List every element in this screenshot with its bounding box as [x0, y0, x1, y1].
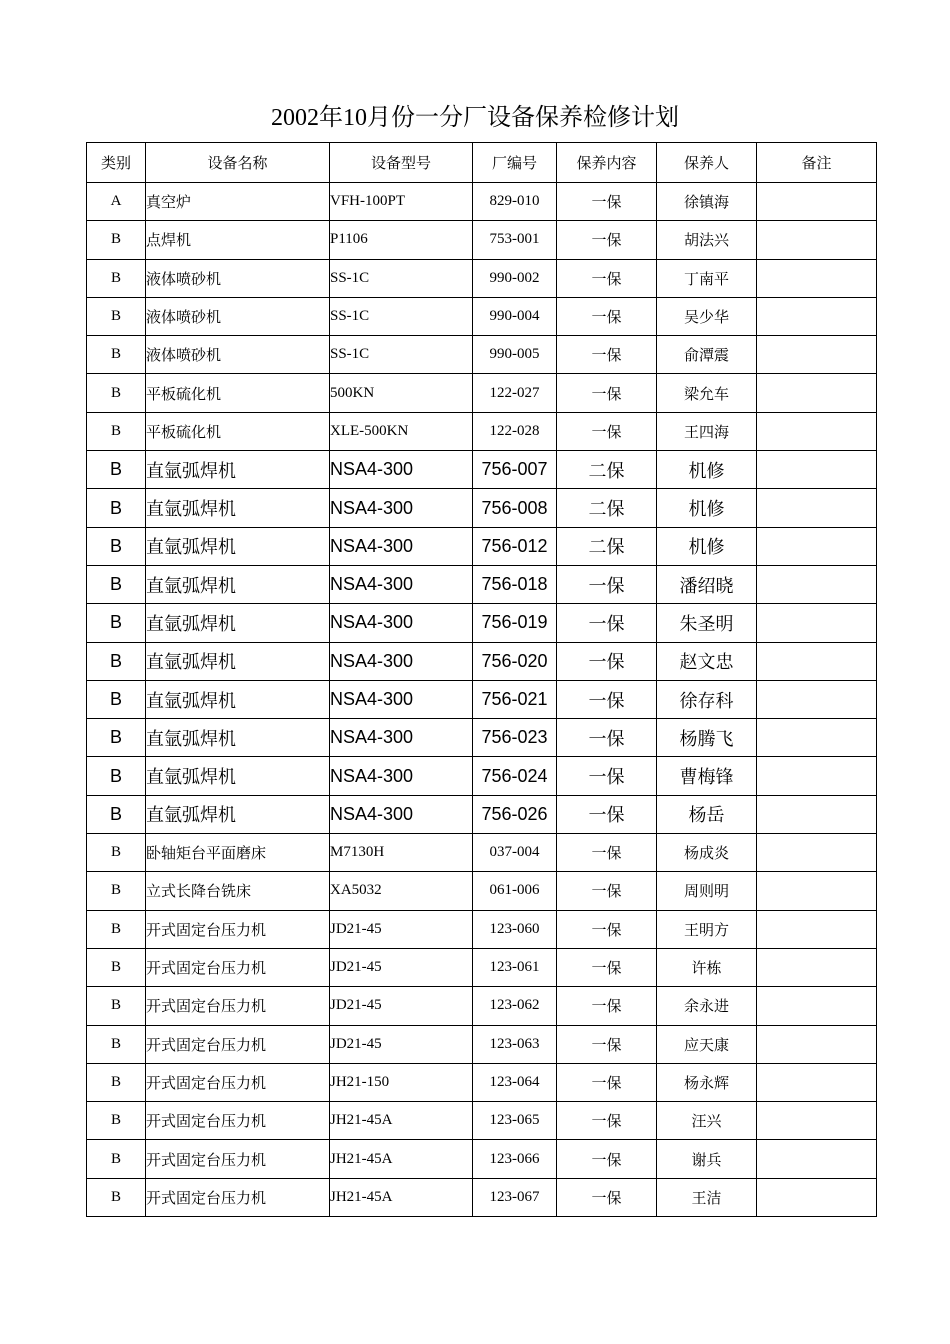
table-row: [87, 719, 877, 757]
maintenance-content-cell: 一保: [557, 757, 657, 795]
remark-cell: [757, 1063, 877, 1101]
equipment-model-cell: JD21-45: [330, 1025, 473, 1063]
table-row: [87, 412, 877, 450]
page-title: 2002年10月份一分厂设备保养检修计划: [271, 105, 679, 131]
equipment-model-cell: NSA4-300: [330, 795, 473, 833]
table-row: [87, 795, 877, 833]
category-cell: B: [87, 374, 146, 412]
equipment-model-cell: NSA4-300: [330, 642, 473, 680]
maintenance-content-cell: 一保: [557, 604, 657, 642]
category-cell: B: [87, 259, 146, 297]
maintenance-content-cell: 一保: [557, 259, 657, 297]
remark-cell: [757, 987, 877, 1025]
equipment-name-cell: 平板硫化机: [146, 412, 330, 450]
factory-number-cell: 756-007: [473, 451, 557, 489]
maintainer-cell: 丁南平: [657, 259, 757, 297]
factory-number-cell: 756-024: [473, 757, 557, 795]
equipment-name-cell: 开式固定台压力机: [146, 1102, 330, 1140]
equipment-model-cell: JH21-45A: [330, 1140, 473, 1178]
factory-number-cell: 123-066: [473, 1140, 557, 1178]
category-cell: A: [87, 183, 146, 221]
remark-cell: [757, 757, 877, 795]
equipment-model-cell: XA5032: [330, 872, 473, 910]
table-row: [87, 604, 877, 642]
equipment-name-cell: 液体喷砂机: [146, 259, 330, 297]
equipment-model-cell: P1106: [330, 221, 473, 259]
table-row: [87, 757, 877, 795]
factory-number-cell: 037-004: [473, 834, 557, 872]
maintainer-cell: 杨成炎: [657, 834, 757, 872]
category-cell: B: [87, 795, 146, 833]
maintainer-cell: 徐存科: [657, 680, 757, 718]
table-row: [87, 297, 877, 335]
category-cell: B: [87, 336, 146, 374]
equipment-name-cell: 开式固定台压力机: [146, 910, 330, 948]
category-cell: B: [87, 910, 146, 948]
maintainer-cell: 朱圣明: [657, 604, 757, 642]
remark-cell: [757, 1102, 877, 1140]
equipment-model-cell: SS-1C: [330, 336, 473, 374]
equipment-model-cell: SS-1C: [330, 297, 473, 335]
maintenance-content-cell: 一保: [557, 183, 657, 221]
factory-number-cell: 123-062: [473, 987, 557, 1025]
equipment-name-cell: 直氩弧焊机: [146, 680, 330, 718]
category-cell: B: [87, 1140, 146, 1178]
maintenance-content-cell: 一保: [557, 1178, 657, 1216]
maintainer-cell: 谢兵: [657, 1140, 757, 1178]
remark-cell: [757, 527, 877, 565]
equipment-model-cell: NSA4-300: [330, 604, 473, 642]
factory-number-cell: 123-063: [473, 1025, 557, 1063]
maintainer-cell: 潘绍晓: [657, 565, 757, 603]
remark-cell: [757, 259, 877, 297]
category-cell: B: [87, 987, 146, 1025]
header-equipment-model: 设备型号: [330, 143, 473, 183]
equipment-name-cell: 真空炉: [146, 183, 330, 221]
table-row: [87, 1102, 877, 1140]
remark-cell: [757, 872, 877, 910]
category-cell: B: [87, 565, 146, 603]
equipment-model-cell: NSA4-300: [330, 757, 473, 795]
maintenance-content-cell: 一保: [557, 221, 657, 259]
equipment-name-cell: 直氩弧焊机: [146, 451, 330, 489]
maintainer-cell: 俞潭震: [657, 336, 757, 374]
maintenance-content-cell: 一保: [557, 872, 657, 910]
maintainer-cell: 杨岳: [657, 795, 757, 833]
remark-cell: [757, 948, 877, 986]
maintenance-content-cell: 一保: [557, 795, 657, 833]
category-cell: B: [87, 527, 146, 565]
table-row: [87, 680, 877, 718]
maintainer-cell: 许栋: [657, 948, 757, 986]
category-cell: B: [87, 719, 146, 757]
factory-number-cell: 123-067: [473, 1178, 557, 1216]
factory-number-cell: 756-008: [473, 489, 557, 527]
category-cell: B: [87, 1178, 146, 1216]
remark-cell: [757, 451, 877, 489]
category-cell: B: [87, 297, 146, 335]
factory-number-cell: 061-006: [473, 872, 557, 910]
remark-cell: [757, 221, 877, 259]
table-row: [87, 336, 877, 374]
maintenance-content-cell: 一保: [557, 297, 657, 335]
header-maintenance-content: 保养内容: [557, 143, 657, 183]
maintenance-content-cell: 一保: [557, 834, 657, 872]
factory-number-cell: 756-021: [473, 680, 557, 718]
factory-number-cell: 756-018: [473, 565, 557, 603]
equipment-model-cell: NSA4-300: [330, 680, 473, 718]
equipment-name-cell: 卧轴矩台平面磨床: [146, 834, 330, 872]
category-cell: B: [87, 1025, 146, 1063]
factory-number-cell: 753-001: [473, 221, 557, 259]
remark-cell: [757, 834, 877, 872]
table-row: [87, 1140, 877, 1178]
category-cell: B: [87, 221, 146, 259]
equipment-name-cell: 直氩弧焊机: [146, 527, 330, 565]
header-row: [87, 143, 877, 183]
equipment-model-cell: NSA4-300: [330, 527, 473, 565]
maintenance-content-cell: 一保: [557, 987, 657, 1025]
maintainer-cell: 王明方: [657, 910, 757, 948]
table-row: [87, 374, 877, 412]
maintainer-cell: 机修: [657, 489, 757, 527]
remark-cell: [757, 565, 877, 603]
category-cell: B: [87, 948, 146, 986]
remark-cell: [757, 1025, 877, 1063]
maintenance-content-cell: 一保: [557, 1140, 657, 1178]
maintenance-content-cell: 一保: [557, 948, 657, 986]
category-cell: B: [87, 451, 146, 489]
table-body: [87, 183, 877, 1217]
equipment-name-cell: 开式固定台压力机: [146, 948, 330, 986]
equipment-model-cell: JD21-45: [330, 987, 473, 1025]
remark-cell: [757, 910, 877, 948]
table-row: [87, 948, 877, 986]
maintenance-content-cell: 一保: [557, 1063, 657, 1101]
category-cell: B: [87, 1063, 146, 1101]
equipment-name-cell: 液体喷砂机: [146, 336, 330, 374]
header-remark: 备注: [757, 143, 877, 183]
maintainer-cell: 汪兴: [657, 1102, 757, 1140]
equipment-name-cell: 直氩弧焊机: [146, 795, 330, 833]
factory-number-cell: 829-010: [473, 183, 557, 221]
category-cell: B: [87, 642, 146, 680]
equipment-model-cell: JD21-45: [330, 948, 473, 986]
maintainer-cell: 徐镇海: [657, 183, 757, 221]
remark-cell: [757, 489, 877, 527]
table-row: [87, 1178, 877, 1216]
maintenance-content-cell: 一保: [557, 719, 657, 757]
equipment-model-cell: VFH-100PT: [330, 183, 473, 221]
header-category: 类别: [87, 143, 146, 183]
maintainer-cell: 周则明: [657, 872, 757, 910]
maintainer-cell: 杨腾飞: [657, 719, 757, 757]
maintenance-content-cell: 一保: [557, 910, 657, 948]
category-cell: B: [87, 1102, 146, 1140]
remark-cell: [757, 1140, 877, 1178]
factory-number-cell: 123-061: [473, 948, 557, 986]
table-row: [87, 910, 877, 948]
maintainer-cell: 王四海: [657, 412, 757, 450]
category-cell: B: [87, 872, 146, 910]
maintenance-content-cell: 一保: [557, 565, 657, 603]
maintenance-content-cell: 一保: [557, 680, 657, 718]
table-row: [87, 489, 877, 527]
equipment-name-cell: 直氩弧焊机: [146, 489, 330, 527]
maintenance-content-cell: 二保: [557, 527, 657, 565]
maintainer-cell: 王洁: [657, 1178, 757, 1216]
table-row: [87, 1063, 877, 1101]
equipment-name-cell: 点焊机: [146, 221, 330, 259]
equipment-name-cell: 直氩弧焊机: [146, 719, 330, 757]
maintenance-content-cell: 一保: [557, 1025, 657, 1063]
category-cell: B: [87, 489, 146, 527]
equipment-name-cell: 开式固定台压力机: [146, 987, 330, 1025]
table-row: [87, 527, 877, 565]
maintenance-content-cell: 一保: [557, 336, 657, 374]
equipment-name-cell: 开式固定台压力机: [146, 1063, 330, 1101]
factory-number-cell: 990-002: [473, 259, 557, 297]
factory-number-cell: 990-005: [473, 336, 557, 374]
table-row: [87, 834, 877, 872]
category-cell: B: [87, 834, 146, 872]
equipment-name-cell: 液体喷砂机: [146, 297, 330, 335]
maintenance-content-cell: 一保: [557, 642, 657, 680]
equipment-model-cell: M7130H: [330, 834, 473, 872]
factory-number-cell: 123-060: [473, 910, 557, 948]
equipment-model-cell: NSA4-300: [330, 489, 473, 527]
equipment-model-cell: JH21-150: [330, 1063, 473, 1101]
remark-cell: [757, 183, 877, 221]
remark-cell: [757, 604, 877, 642]
factory-number-cell: 756-020: [473, 642, 557, 680]
remark-cell: [757, 412, 877, 450]
remark-cell: [757, 680, 877, 718]
header-factory-number: 厂编号: [473, 143, 557, 183]
equipment-model-cell: JD21-45: [330, 910, 473, 948]
equipment-model-cell: XLE-500KN: [330, 412, 473, 450]
table-row: [87, 642, 877, 680]
remark-cell: [757, 795, 877, 833]
equipment-name-cell: 开式固定台压力机: [146, 1025, 330, 1063]
equipment-model-cell: NSA4-300: [330, 451, 473, 489]
equipment-model-cell: NSA4-300: [330, 565, 473, 603]
factory-number-cell: 756-019: [473, 604, 557, 642]
table-row: [87, 987, 877, 1025]
remark-cell: [757, 1178, 877, 1216]
maintenance-content-cell: 二保: [557, 451, 657, 489]
equipment-name-cell: 开式固定台压力机: [146, 1178, 330, 1216]
factory-number-cell: 756-012: [473, 527, 557, 565]
factory-number-cell: 756-023: [473, 719, 557, 757]
maintainer-cell: 梁允车: [657, 374, 757, 412]
maintenance-content-cell: 一保: [557, 374, 657, 412]
factory-number-cell: 123-065: [473, 1102, 557, 1140]
equipment-name-cell: 直氩弧焊机: [146, 642, 330, 680]
remark-cell: [757, 642, 877, 680]
table-row: [87, 259, 877, 297]
maintainer-cell: 应天康: [657, 1025, 757, 1063]
equipment-name-cell: 立式长降台铣床: [146, 872, 330, 910]
table-row: [87, 183, 877, 221]
equipment-name-cell: 开式固定台压力机: [146, 1140, 330, 1178]
table-row: [87, 565, 877, 603]
header-equipment-name: 设备名称: [146, 143, 330, 183]
category-cell: B: [87, 680, 146, 718]
equipment-model-cell: JH21-45A: [330, 1178, 473, 1216]
category-cell: B: [87, 757, 146, 795]
maintainer-cell: 余永进: [657, 987, 757, 1025]
maintenance-content-cell: 一保: [557, 1102, 657, 1140]
factory-number-cell: 122-027: [473, 374, 557, 412]
maintainer-cell: 胡法兴: [657, 221, 757, 259]
equipment-name-cell: 直氩弧焊机: [146, 565, 330, 603]
equipment-name-cell: 平板硫化机: [146, 374, 330, 412]
remark-cell: [757, 336, 877, 374]
factory-number-cell: 756-026: [473, 795, 557, 833]
equipment-model-cell: 500KN: [330, 374, 473, 412]
remark-cell: [757, 719, 877, 757]
equipment-model-cell: NSA4-300: [330, 719, 473, 757]
factory-number-cell: 122-028: [473, 412, 557, 450]
maintenance-content-cell: 一保: [557, 412, 657, 450]
equipment-model-cell: SS-1C: [330, 259, 473, 297]
maintainer-cell: 赵文忠: [657, 642, 757, 680]
remark-cell: [757, 297, 877, 335]
maintenance-plan-table: [86, 142, 877, 1217]
equipment-name-cell: 直氩弧焊机: [146, 757, 330, 795]
equipment-name-cell: 直氩弧焊机: [146, 604, 330, 642]
table-row: [87, 221, 877, 259]
category-cell: B: [87, 412, 146, 450]
equipment-model-cell: JH21-45A: [330, 1102, 473, 1140]
maintenance-content-cell: 二保: [557, 489, 657, 527]
maintainer-cell: 机修: [657, 451, 757, 489]
table-row: [87, 872, 877, 910]
maintainer-cell: 吴少华: [657, 297, 757, 335]
maintainer-cell: 机修: [657, 527, 757, 565]
header-maintainer: 保养人: [657, 143, 757, 183]
category-cell: B: [87, 604, 146, 642]
maintainer-cell: 杨永辉: [657, 1063, 757, 1101]
factory-number-cell: 123-064: [473, 1063, 557, 1101]
maintainer-cell: 曹梅锋: [657, 757, 757, 795]
table-row: [87, 1025, 877, 1063]
factory-number-cell: 990-004: [473, 297, 557, 335]
table-row: [87, 451, 877, 489]
remark-cell: [757, 374, 877, 412]
